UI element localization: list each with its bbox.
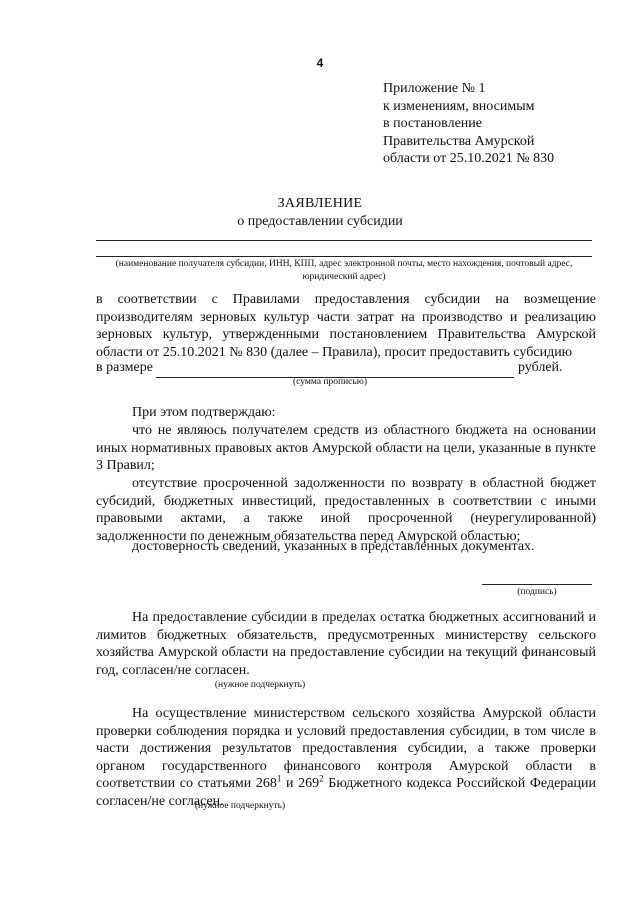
consent-paragraph: На предоставление субсидии в пределах остатка бюджетных ассигнований и лимитов бюджетных обязательств, предусмотренных министерству сельского хозяйства Амурской области на предоставление субсидии на текущий финансовый год, согласен/не согласен. xyxy=(96,610,596,678)
amount-fill-line xyxy=(156,359,514,378)
amount-prefix: в размере xyxy=(96,360,153,375)
amount-suffix: рублей. xyxy=(517,360,563,375)
consent-paragraph: На осуществление министерством сельского хозяйства Амурской области проверки соблюдения порядка и условий предоставления субсидии, в том числе в части достижения результатов предоставления субсидии, а также проверки органом государственного финансового контроля Амурской области в соответствии со статьями $268^1$ и $269^2$ Бюджетного кодекса Российской Федерации согласен/не согласен. xyxy=(96,706,596,809)
appendix-line: Правительства Амурской xyxy=(383,133,535,149)
confirm-item: достоверность сведений, указанных в представленных документах. xyxy=(132,539,535,554)
appendix-block xyxy=(383,80,613,168)
amount-line xyxy=(96,359,596,378)
amount-caption: (сумма прописью) xyxy=(293,377,367,387)
appendix-line: Приложение № 1 xyxy=(383,81,486,96)
recipient-caption: (наименование получателя субсидии, ИНН, КПП, адрес электронной почты, место нахождения, почтовый адрес, юридический адрес) xyxy=(115,259,573,282)
request-text: в соответствии с Правилами предоставления субсидии на возмещение производителям зерновых культур части затрат на производство и реализацию зерновых культур, утвержденными постановлением Правительства Амурской области от 25.10.2021 № 830 (далее – Правила), просит предоставить субсидию xyxy=(96,292,596,360)
confirm-intro: При этом подтверждаю: xyxy=(132,405,276,420)
request-paragraph xyxy=(96,291,596,361)
consent-caption: (нужное подчеркнуть) xyxy=(194,801,286,811)
appendix-line: области от 25.10.2021 № 830 xyxy=(383,151,555,166)
appendix-line: к изменениям, вносимым xyxy=(383,98,535,114)
confirm-item: отсутствие просроченной задолженности по возврату в областной бюджет субсидий, бюджетных инвестиций, предоставленных в соответствии с иными правовыми актами, а также иной просроченной (неурегулированной) задолженности по денежным обязательства перед Амурской областью; xyxy=(96,476,596,544)
signature-fill-line xyxy=(482,584,592,585)
document-subtitle: о предоставлении субсидии xyxy=(237,214,403,229)
document-title: ЗАЯВЛЕНИЕ xyxy=(277,196,363,211)
appendix-line: в постановление xyxy=(383,116,482,131)
footnote-mark: 1 xyxy=(276,773,282,784)
footnote-mark: 2 xyxy=(319,773,324,784)
recipient-fill-line xyxy=(96,240,592,241)
recipient-fill-line xyxy=(96,256,592,257)
confirm-item: что не являюсь получателем средств из областного бюджета на основании иных нормативных правовых актов Амурской области на цели, указанные в пункте 3 Правил; xyxy=(96,423,596,473)
page-number: 4 xyxy=(316,56,324,70)
signature-caption: (подпись) xyxy=(517,587,557,597)
consent-caption: (нужное подчеркнуть) xyxy=(214,680,306,690)
